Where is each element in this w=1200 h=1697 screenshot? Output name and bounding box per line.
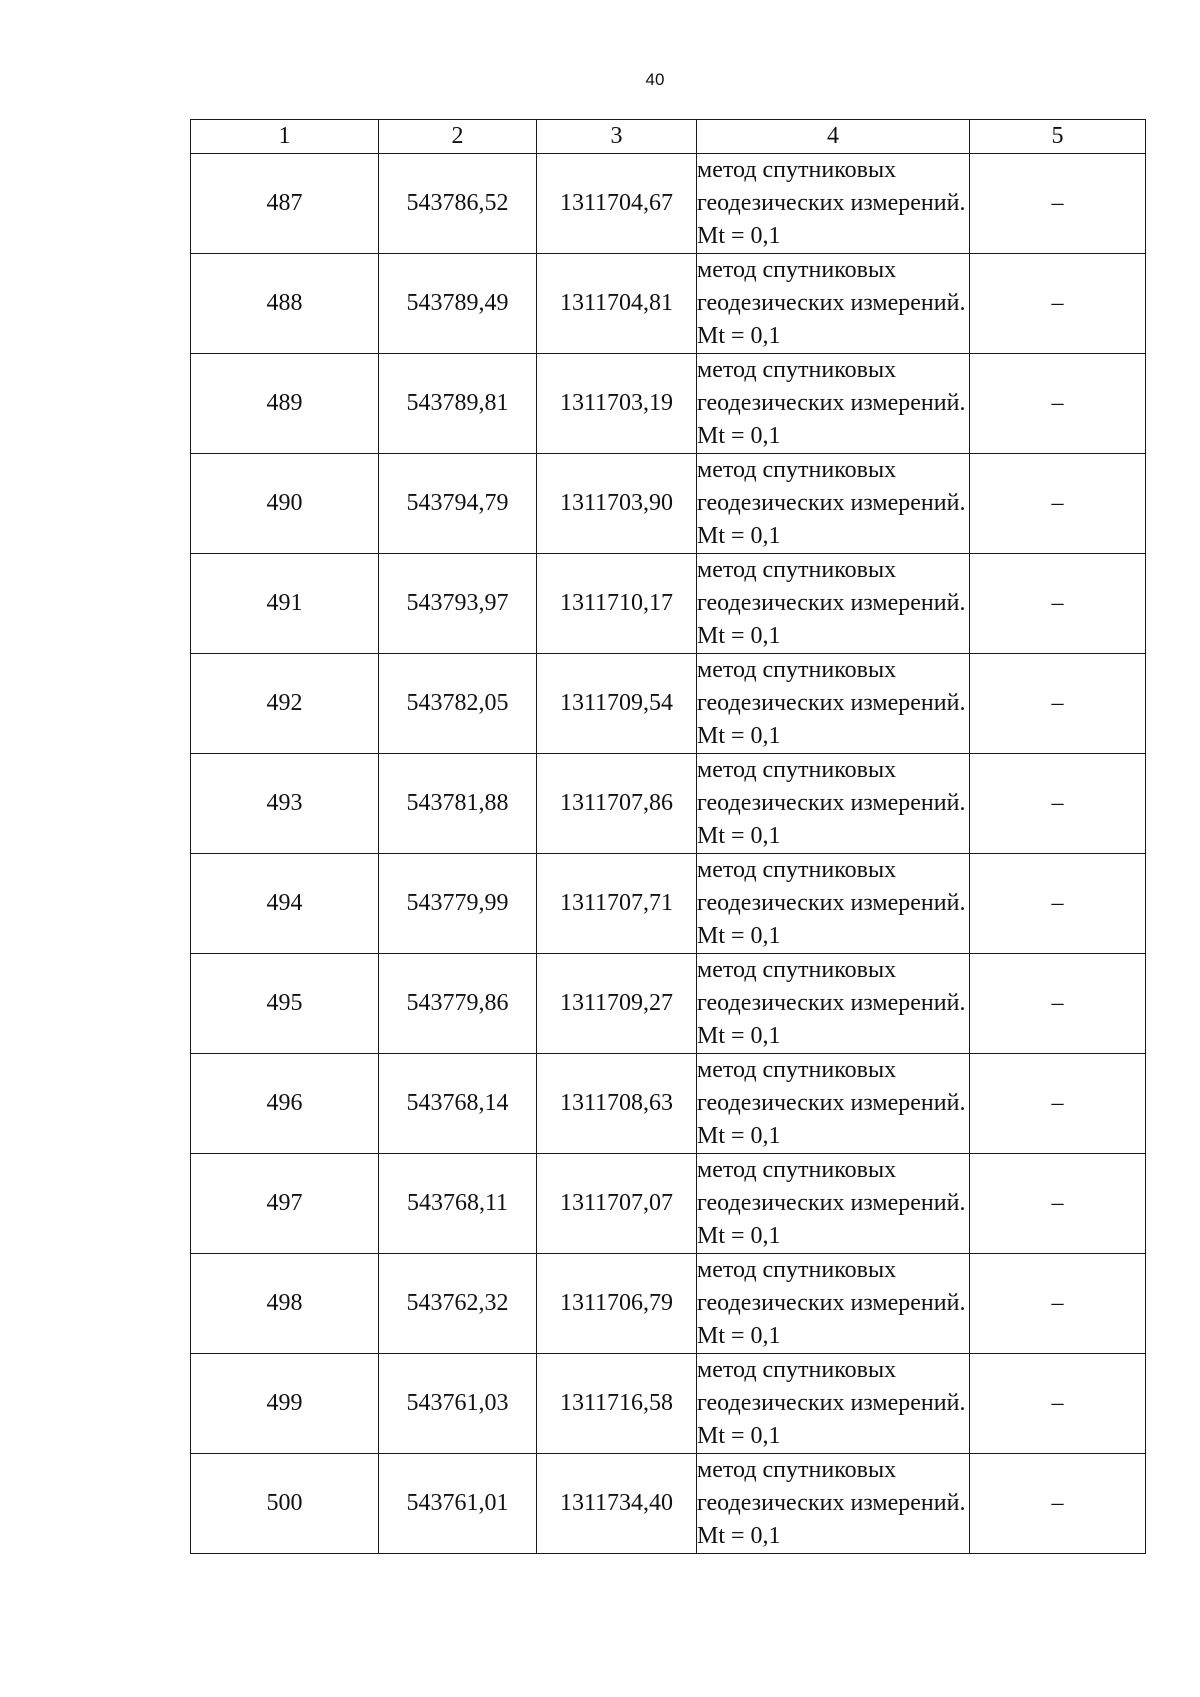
column-5-cell: – [970, 154, 1146, 254]
point-number-cell: 488 [191, 254, 379, 354]
point-number-cell: 497 [191, 1154, 379, 1254]
x-coordinate-cell: 543786,52 [379, 154, 537, 254]
method-cell: метод спутниковых геодезических измерений. Mt = 0,1 [697, 1354, 970, 1454]
column-5-cell: – [970, 1054, 1146, 1154]
point-number-cell: 493 [191, 754, 379, 854]
table-row [191, 1454, 1146, 1554]
x-coordinate-cell: 543789,81 [379, 354, 537, 454]
method-cell: метод спутниковых геодезических измерений. Mt = 0,1 [697, 354, 970, 454]
x-coordinate-cell: 543779,86 [379, 954, 537, 1054]
point-number-cell: 489 [191, 354, 379, 454]
x-coordinate-cell: 543762,32 [379, 1254, 537, 1354]
x-coordinate-cell: 543761,01 [379, 1454, 537, 1554]
method-cell: метод спутниковых геодезических измерений. Mt = 0,1 [697, 454, 970, 554]
table-header-row [191, 120, 1146, 154]
table-row [191, 954, 1146, 1054]
table-row [191, 554, 1146, 654]
table-row [191, 354, 1146, 454]
point-number-cell: 487 [191, 154, 379, 254]
method-cell: метод спутниковых геодезических измерений. Mt = 0,1 [697, 1054, 970, 1154]
coordinates-table [190, 119, 1146, 1554]
table-row [191, 254, 1146, 354]
method-cell: метод спутниковых геодезических измерений. Mt = 0,1 [697, 1154, 970, 1254]
column-header-3: 3 [537, 120, 697, 154]
y-coordinate-cell: 1311707,86 [537, 754, 697, 854]
column-5-cell: – [970, 354, 1146, 454]
column-5-cell: – [970, 454, 1146, 554]
method-cell: метод спутниковых геодезических измерений. Mt = 0,1 [697, 754, 970, 854]
table-row [191, 1154, 1146, 1254]
y-coordinate-cell: 1311709,54 [537, 654, 697, 754]
y-coordinate-cell: 1311707,07 [537, 1154, 697, 1254]
table-row [191, 154, 1146, 254]
method-cell: метод спутниковых геодезических измерений. Mt = 0,1 [697, 154, 970, 254]
x-coordinate-cell: 543782,05 [379, 654, 537, 754]
column-5-cell: – [970, 1254, 1146, 1354]
point-number-cell: 499 [191, 1354, 379, 1454]
table-body [191, 154, 1146, 1554]
y-coordinate-cell: 1311704,67 [537, 154, 697, 254]
x-coordinate-cell: 543793,97 [379, 554, 537, 654]
y-coordinate-cell: 1311710,17 [537, 554, 697, 654]
table-row [191, 1054, 1146, 1154]
method-cell: метод спутниковых геодезических измерений. Mt = 0,1 [697, 854, 970, 954]
y-coordinate-cell: 1311707,71 [537, 854, 697, 954]
point-number-cell: 492 [191, 654, 379, 754]
x-coordinate-cell: 543761,03 [379, 1354, 537, 1454]
y-coordinate-cell: 1311708,63 [537, 1054, 697, 1154]
table-row [191, 654, 1146, 754]
y-coordinate-cell: 1311709,27 [537, 954, 697, 1054]
column-5-cell: – [970, 254, 1146, 354]
x-coordinate-cell: 543781,88 [379, 754, 537, 854]
table-row [191, 754, 1146, 854]
x-coordinate-cell: 543768,11 [379, 1154, 537, 1254]
x-coordinate-cell: 543779,99 [379, 854, 537, 954]
column-5-cell: – [970, 854, 1146, 954]
column-5-cell: – [970, 1354, 1146, 1454]
column-header-5: 5 [970, 120, 1146, 154]
x-coordinate-cell: 543794,79 [379, 454, 537, 554]
y-coordinate-cell: 1311716,58 [537, 1354, 697, 1454]
y-coordinate-cell: 1311734,40 [537, 1454, 697, 1554]
method-cell: метод спутниковых геодезических измерений. Mt = 0,1 [697, 554, 970, 654]
table-row [191, 854, 1146, 954]
column-5-cell: – [970, 954, 1146, 1054]
column-header-1: 1 [191, 120, 379, 154]
column-header-4: 4 [697, 120, 970, 154]
y-coordinate-cell: 1311703,19 [537, 354, 697, 454]
point-number-cell: 491 [191, 554, 379, 654]
y-coordinate-cell: 1311704,81 [537, 254, 697, 354]
point-number-cell: 496 [191, 1054, 379, 1154]
point-number-cell: 500 [191, 1454, 379, 1554]
x-coordinate-cell: 543789,49 [379, 254, 537, 354]
x-coordinate-cell: 543768,14 [379, 1054, 537, 1154]
page-number: 40 [645, 70, 665, 89]
column-5-cell: – [970, 654, 1146, 754]
column-5-cell: – [970, 554, 1146, 654]
column-5-cell: – [970, 1454, 1146, 1554]
point-number-cell: 494 [191, 854, 379, 954]
point-number-cell: 495 [191, 954, 379, 1054]
table-row [191, 454, 1146, 554]
method-cell: метод спутниковых геодезических измерений. Mt = 0,1 [697, 654, 970, 754]
y-coordinate-cell: 1311706,79 [537, 1254, 697, 1354]
method-cell: метод спутниковых геодезических измерений. Mt = 0,1 [697, 1254, 970, 1354]
method-cell: метод спутниковых геодезических измерений. Mt = 0,1 [697, 254, 970, 354]
method-cell: метод спутниковых геодезических измерений. Mt = 0,1 [697, 1454, 970, 1554]
table-row [191, 1354, 1146, 1454]
table-row [191, 1254, 1146, 1354]
point-number-cell: 490 [191, 454, 379, 554]
column-5-cell: – [970, 1154, 1146, 1254]
y-coordinate-cell: 1311703,90 [537, 454, 697, 554]
method-cell: метод спутниковых геодезических измерений. Mt = 0,1 [697, 954, 970, 1054]
column-header-2: 2 [379, 120, 537, 154]
point-number-cell: 498 [191, 1254, 379, 1354]
column-5-cell: – [970, 754, 1146, 854]
